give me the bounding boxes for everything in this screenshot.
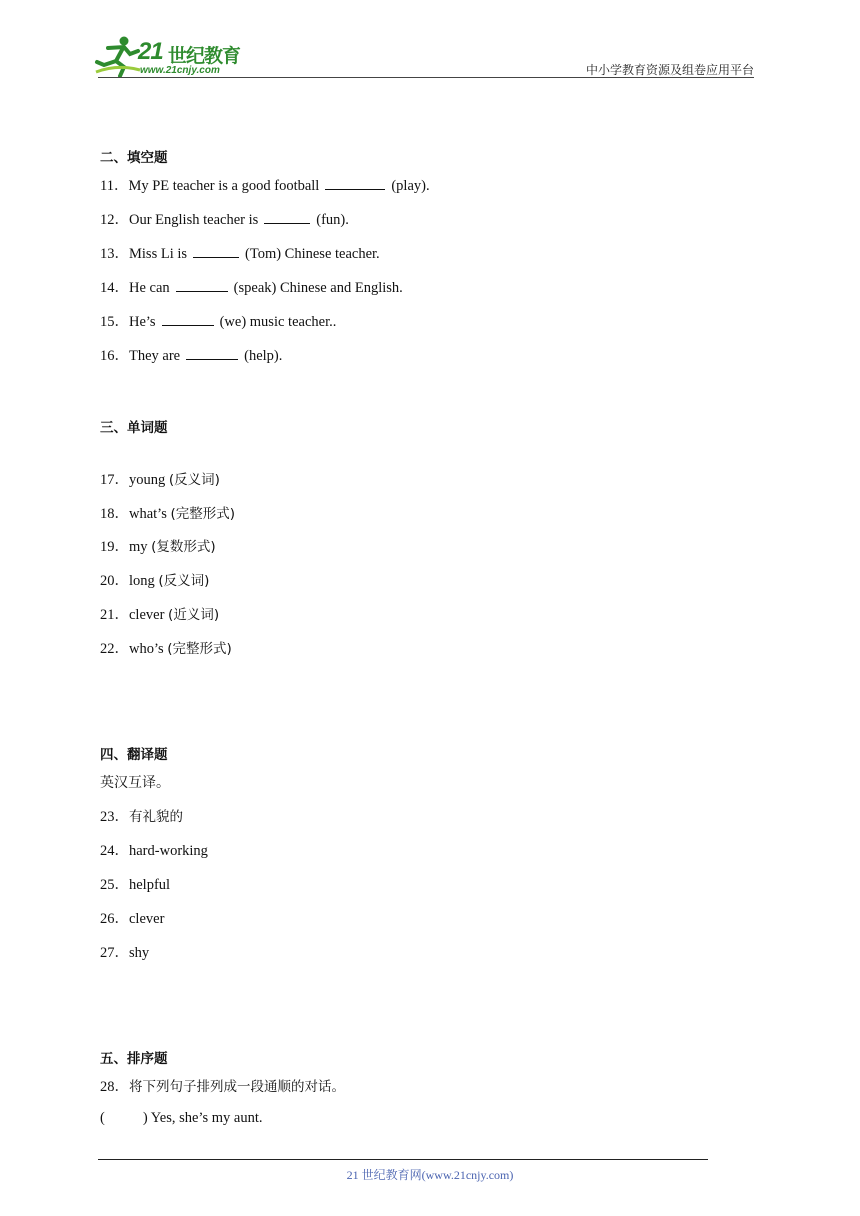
question-hint: (近义词) <box>168 607 220 623</box>
question-number: 14． <box>100 280 129 296</box>
question-26 <box>100 907 164 928</box>
question-18 <box>100 502 235 523</box>
question-word: young <box>129 472 166 488</box>
question-hint: (完整形式) <box>170 506 236 522</box>
question-text-before: Miss Li is <box>129 246 188 262</box>
footer-divider <box>98 1159 708 1160</box>
question-text-before: My PE teacher is a good football <box>128 178 320 194</box>
question-12 <box>100 208 349 229</box>
answer-blank[interactable] <box>176 279 228 292</box>
question-22 <box>100 637 232 658</box>
question-text-after: (help). <box>244 348 283 364</box>
question-23 <box>100 805 183 826</box>
option-bracket-open: ( <box>100 1110 105 1126</box>
logo-url: www.21cnjy.com <box>140 65 220 76</box>
answer-blank[interactable] <box>162 313 214 326</box>
question-13 <box>100 242 380 263</box>
question-text-before: They are <box>129 348 181 364</box>
question-text-before: He can <box>129 280 170 296</box>
footer-text[interactable]: 21 世纪教育网(www.21cnjy.com) <box>346 1168 514 1182</box>
question-14 <box>100 276 403 297</box>
section-instruction: 英汉互译。 <box>100 775 170 791</box>
question-number: 28． <box>100 1079 129 1095</box>
question-25 <box>100 873 170 894</box>
question-word: clever <box>129 607 165 623</box>
question-15 <box>100 310 336 331</box>
question-hint: (完整形式) <box>167 641 232 657</box>
answer-blank[interactable] <box>264 211 310 224</box>
question-19 <box>100 535 216 556</box>
question-number: 13． <box>100 246 129 262</box>
question-21 <box>100 603 219 624</box>
question-number: 17． <box>100 472 129 488</box>
logo-number: 21 <box>138 38 163 65</box>
question-text: clever <box>129 911 165 927</box>
question-number: 25． <box>100 877 129 893</box>
question-number: 19． <box>100 539 129 555</box>
question-text: shy <box>129 945 150 961</box>
ordering-option <box>100 1110 263 1127</box>
question-number: 12． <box>100 212 129 228</box>
question-text: 将下列句子排列成一段通顺的对话。 <box>129 1079 345 1095</box>
question-text-before: He’s <box>129 314 156 330</box>
answer-blank[interactable] <box>325 177 385 190</box>
section-title-ordering: 五、排序题 <box>100 1051 168 1067</box>
section-title-fill-blank: 二、填空题 <box>100 150 168 166</box>
question-16 <box>100 344 282 365</box>
question-number: 16． <box>100 348 129 364</box>
section-title-words: 三、单词题 <box>100 420 168 436</box>
question-text-after: (fun). <box>316 212 349 228</box>
question-text: 有礼貌的 <box>129 809 183 825</box>
question-text-after: (we) music teacher.. <box>219 314 337 330</box>
question-hint: (反义词) <box>158 573 210 589</box>
question-word: my <box>129 539 148 555</box>
question-number: 11． <box>100 178 129 194</box>
question-28 <box>100 1075 345 1096</box>
question-word: what’s <box>129 506 167 522</box>
question-20 <box>100 569 209 590</box>
question-number: 23． <box>100 809 129 825</box>
question-number: 15． <box>100 314 129 330</box>
question-number: 18． <box>100 506 129 522</box>
question-word: who’s <box>129 641 164 657</box>
question-24 <box>100 839 208 860</box>
question-number: 21． <box>100 607 129 623</box>
header-divider <box>98 77 754 78</box>
logo-text: 世纪教育 <box>168 45 241 67</box>
section-title-translation: 四、翻译题 <box>100 747 168 763</box>
question-text: hard-working <box>129 843 208 859</box>
question-text: helpful <box>129 877 171 893</box>
question-17 <box>100 468 220 489</box>
question-number: 22． <box>100 641 129 657</box>
question-text-after: (speak) Chinese and English. <box>233 280 403 296</box>
question-number: 20． <box>100 573 129 589</box>
answer-blank[interactable] <box>193 245 239 258</box>
question-text-after: (Tom) Chinese teacher. <box>245 246 380 262</box>
option-bracket-close: ) <box>142 1110 148 1126</box>
question-number: 26． <box>100 911 129 927</box>
header-platform-text: 中小学教育资源及组卷应用平台 <box>585 63 754 77</box>
logo <box>94 34 264 78</box>
question-number: 27． <box>100 945 129 961</box>
question-11 <box>100 174 430 195</box>
answer-blank[interactable] <box>186 347 238 360</box>
question-27 <box>100 941 149 962</box>
option-text: Yes, she’s my aunt. <box>150 1110 263 1126</box>
question-number: 24． <box>100 843 129 859</box>
question-hint: (反义词) <box>168 472 220 488</box>
question-text-after: (play). <box>391 178 430 194</box>
question-hint: (复数形式) <box>151 539 216 555</box>
question-text-before: Our English teacher is <box>129 212 259 228</box>
runner-logo-icon <box>94 34 142 78</box>
question-word: long <box>129 573 155 589</box>
